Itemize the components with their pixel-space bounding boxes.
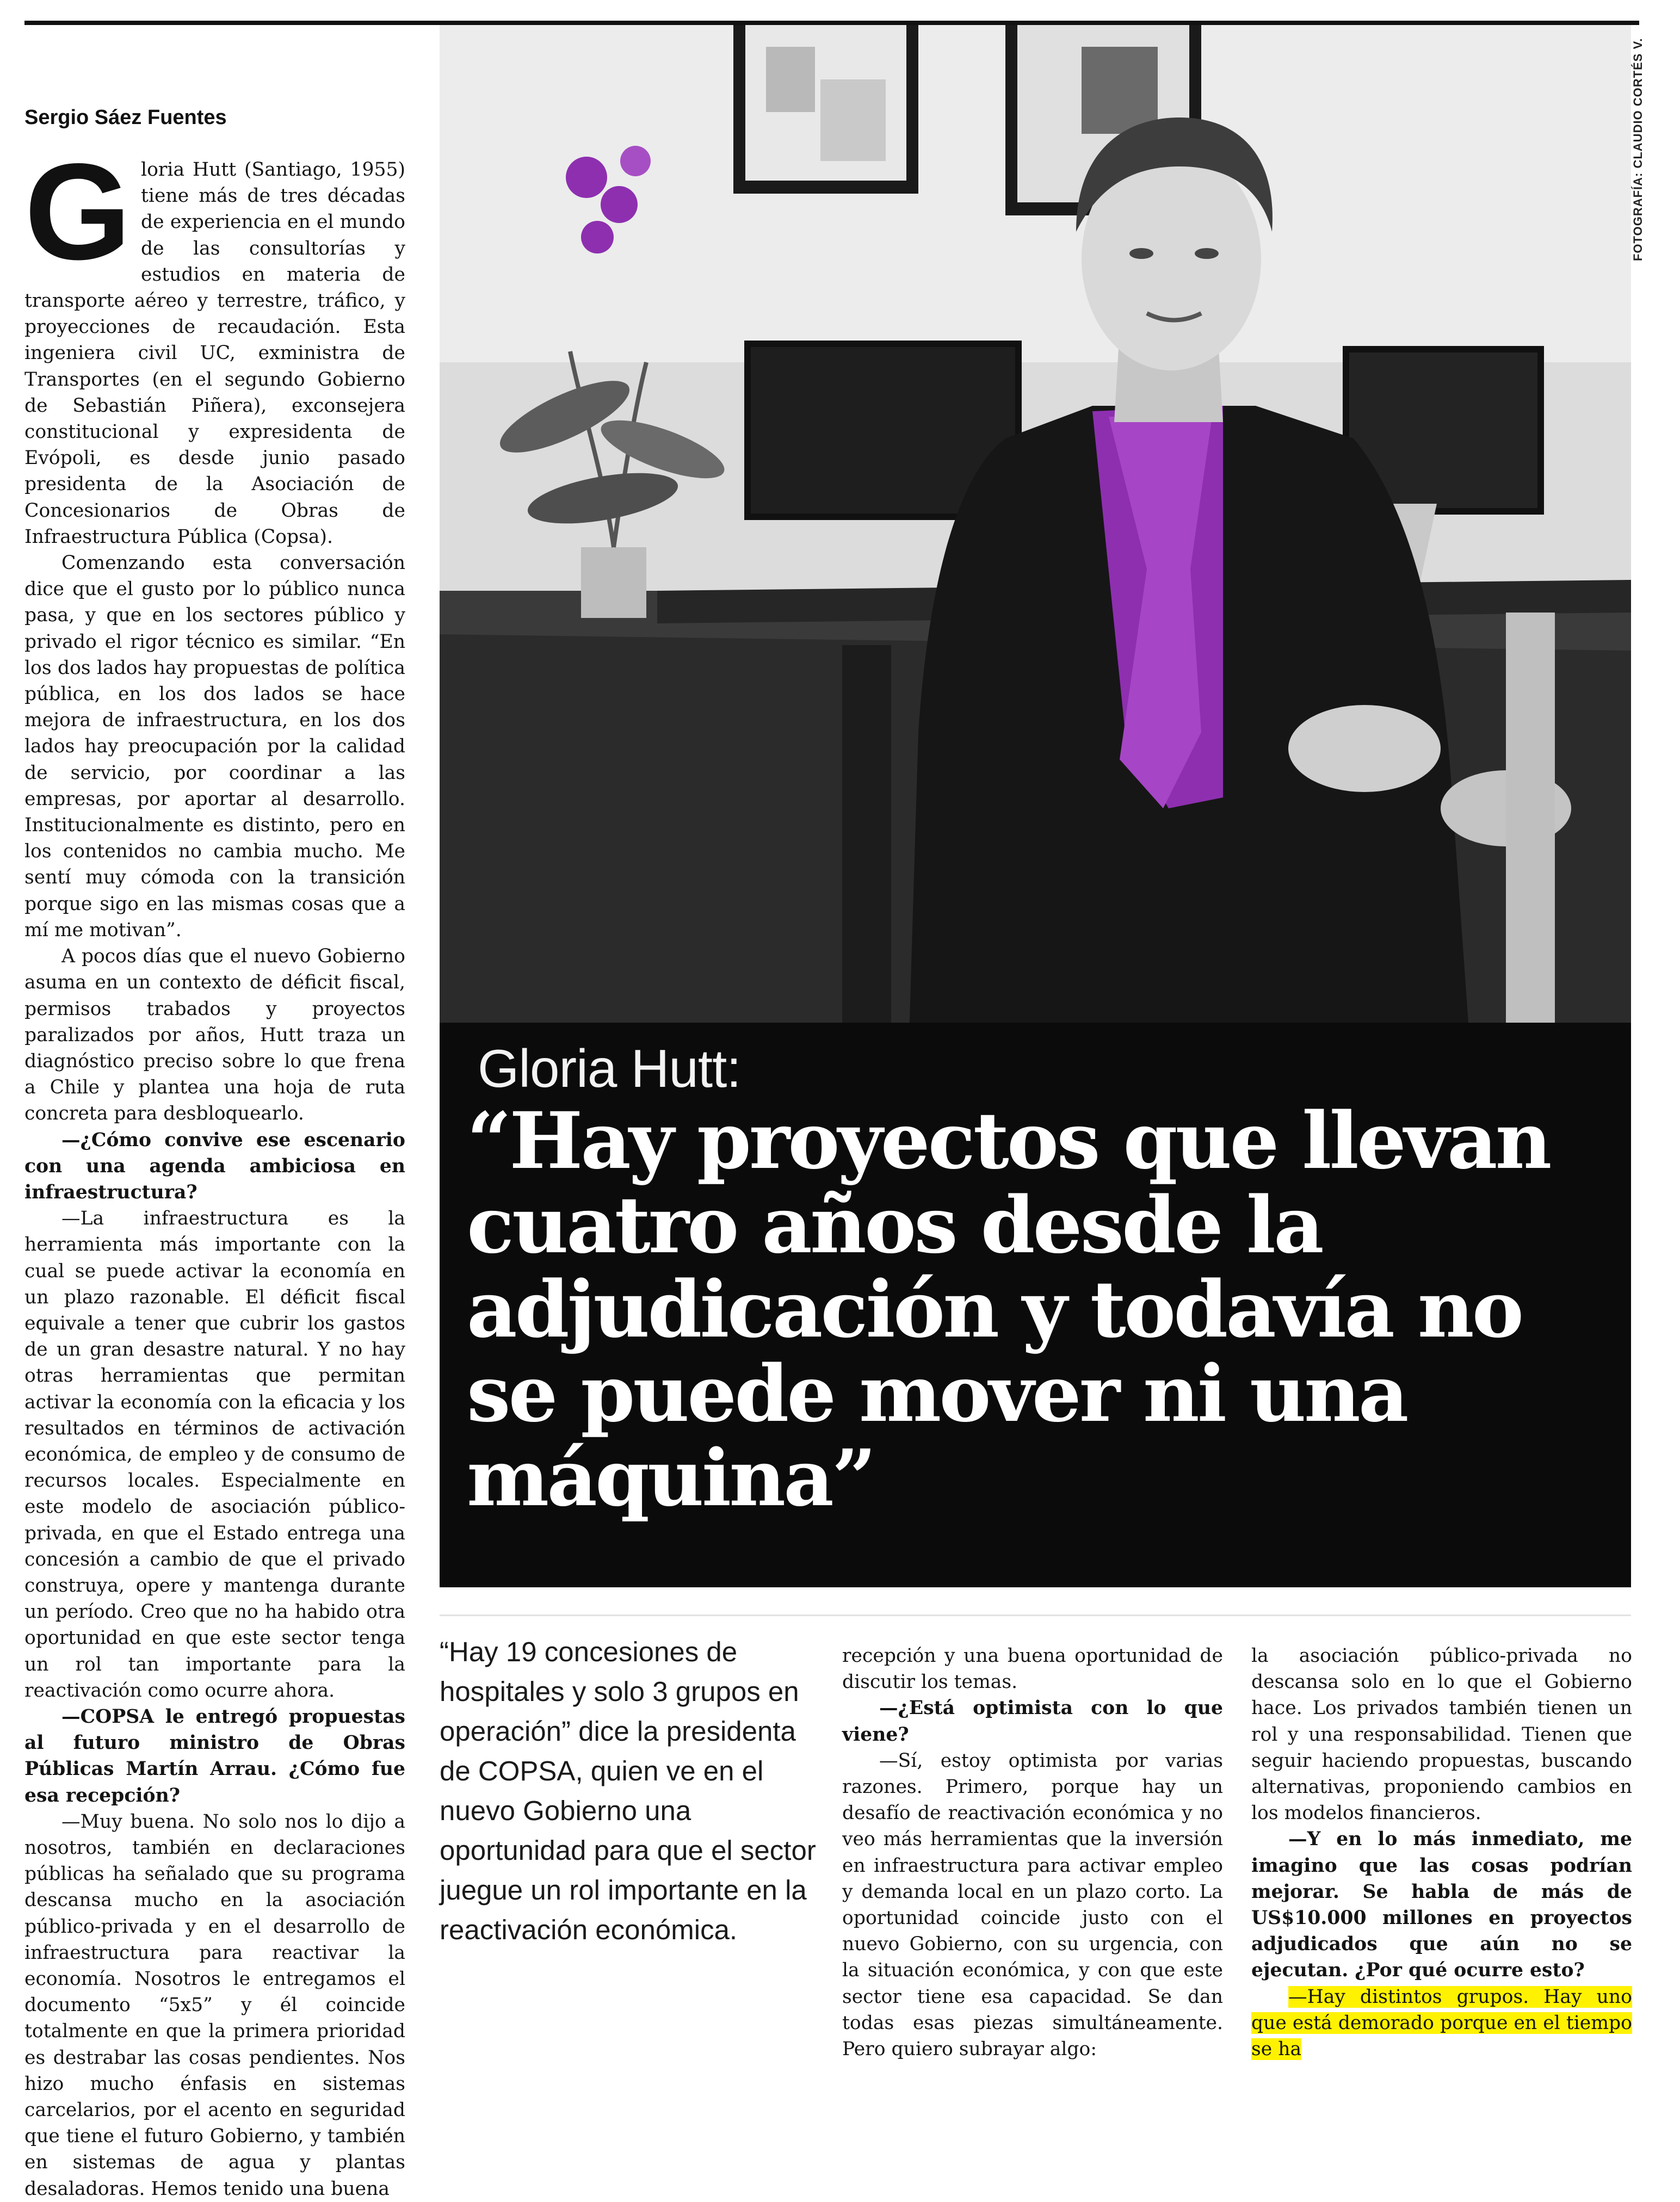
headline: “Hay proyectos que llevan cuatro años desde la adjudicación y todavía no se puede mover ni una máquina” <box>467 1095 1550 1524</box>
interview-question: —COPSA le entregó propuestas al futuro ministro de Obras Públicas Martín Arrau. ¿Cómo fue esa recepción? <box>24 1705 405 1807</box>
body-paragraph: Comenzando esta conversación dice que el gusto por lo público nunca pasa, y que en los sectores público y privado el rigor técnico es similar. “En los dos lados hay propuestas de política pública, en los dos lados se hace mejora de infraestructura, en los dos lados hay preocupación por la calidad de servicio, por coordinar a las empresas, por aportar al desarrollo. Institucionalmente es distinto, pero en los contenidos no cambia mucho. Me sentí muy cómoda con la transición porque sigo en las mismas cosas que a mí me motivan”. <box>24 552 405 941</box>
interview-answer: —La infraestructura es la herramienta más importante con la cual se puede activar la economía en un plazo razonable. El déficit fiscal equivale a tener que cubrir los gastos de un gran desastre natural. Y no hay otras herramientas que permitan activar la economía con la eficacia y los resultados en términos de activación económica, de empleo y de consumo de recursos locales. Especialmente en este modelo de asociación público-privada, en que el Estado entrega una concesión a cambio de que el privado construya, opere y mantenga durante un período. Creo que no ha habido otra oportunidad en que este sector tenga un rol tan importante para la reactivación como ocurre ahora. <box>24 1208 405 1702</box>
portrait-illustration <box>440 25 1631 1091</box>
drop-cap: G <box>24 135 132 288</box>
lead-column <box>24 135 405 2200</box>
highlighted-answer: —Hay distintos grupos. Hay uno que está demorado porque en el tiempo se ha <box>1251 1985 1632 2061</box>
top-rule <box>24 21 1639 25</box>
body-column-3 <box>842 1643 1223 2062</box>
body-column-4 <box>1251 1643 1632 2062</box>
interview-answer: —Muy buena. No solo nos lo dijo a nosotros, también en declaraciones públicas ha señalado que su programa descansa mucho en la asociación público-privada y en el desarrollo de infraestructura para reactivar la economía. Nosotros le entregamos el documento “5x5” y él coincide totalmente en que la primera prioridad es destrabar las cosas pendientes. Nos hizo mucho énfasis en sistemas carcelarios, por el acento en seguridad que tiene el futuro Gobierno, y también en sistemas de agua y plantas desaladoras. Hemos tenido una buena <box>24 1810 405 2200</box>
photo-credit: FOTOGRAFÍA: CLAUDIO CORTÉS V. <box>1631 38 1645 261</box>
interview-question: —¿Cómo convive ese escenario con una agenda ambiciosa en infraestructura? <box>24 1129 405 1203</box>
byline: Sergio Sáez Fuentes <box>24 106 227 129</box>
section-divider <box>440 1615 1631 1616</box>
interview-question: —¿Está optimista con lo que viene? <box>842 1697 1223 1746</box>
lead-paragraph: Gloria Hutt (Santiago, 1955) tiene más de tres décadas de experiencia en el mundo de las consultorías y estudios en materia de transporte aéreo y terrestre, tráfico, y proyecciones de recaudación. Esta ingeniera civil UC, exministra de Transportes (en el segundo Gobierno de Sebastián Piñera), exconsejera constitucional y expresidenta de Evópoli, es desde junio pasado presidenta de la Asociación de Concesionarios de Obras de Infraestructura Pública (Copsa). <box>24 135 405 548</box>
interview-answer <box>1251 1984 1632 2063</box>
body-paragraph: recepción y una buena oportunidad de discutir los temas. <box>842 1645 1223 1693</box>
interview-answer: —Sí, estoy optimista por varias razones. Primero, porque hay un desafío de reactivación económica y no veo más herramientas que la inversión en infraestructura para activar empleo y demanda local en un plazo corto. La oportunidad coincide justo con el nuevo Gobierno, con su urgencia, con la situación económica, y con que este sector tiene esa capacidad. Se dan todas esas piezas simultáneamente. Pero quiero subrayar algo: <box>842 1749 1223 2061</box>
interview-question: —Y en lo más inmediato, me imagino que las cosas podrían mejorar. Se habla de más de US$10.000 millones en proyectos adjudicados que aún no se ejecutan. ¿Por qué ocurre esto? <box>1251 1828 1632 1982</box>
headline-kicker: Gloria Hutt: <box>478 1038 741 1098</box>
body-paragraph: A pocos días que el nuevo Gobierno asuma en un contexto de déficit fiscal, permisos trabados y proyectos paralizados por años, Hutt traza un diagnóstico preciso sobre lo que frena a Chile y plantea una hoja de ruta concreta para desbloquearlo. <box>24 945 405 1125</box>
pull-quote: “Hay 19 concesiones de hospitales y solo 3 grupos en operación” dice la presidenta de COPSA, quien ve en el nuevo Gobierno una oportunidad para que el sector juegue un rol importante en la reactivación económica. <box>440 1636 816 1945</box>
portrait-photo <box>440 25 1631 1091</box>
body-paragraph: la asociación público-privada no descansa solo en lo que el Gobierno hace. Los privados también tienen un rol y una responsabilidad. Tienen que seguir haciendo propuestas, buscando alternativas, proponiendo cambios en los modelos financieros. <box>1251 1645 1632 1824</box>
